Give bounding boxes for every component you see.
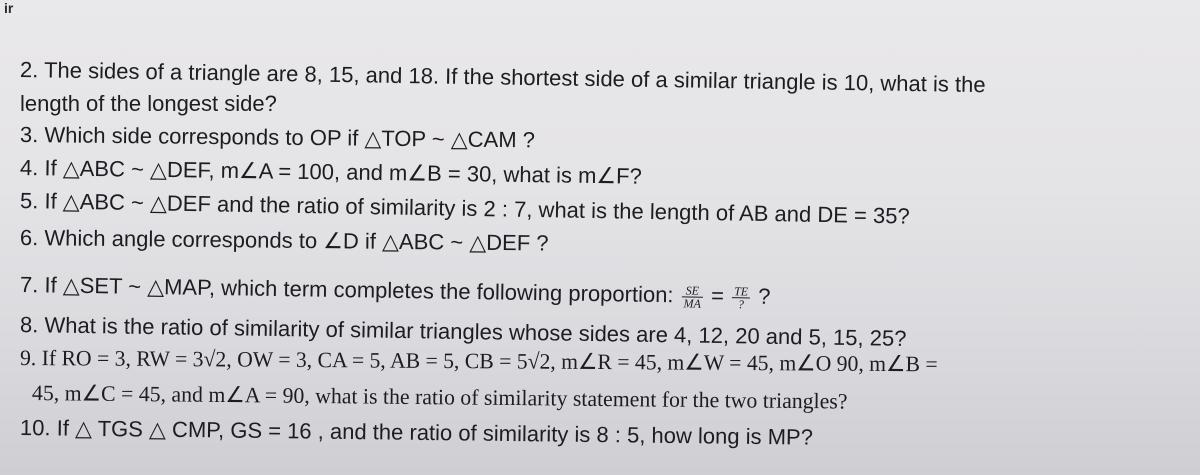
fraction-1-numerator: SE bbox=[682, 284, 704, 297]
question-7 bbox=[20, 273, 771, 310]
corner-label: ir bbox=[4, 0, 14, 16]
question-10: 10. If △ TGS △ CMP, GS = 16 , and the ratio of similarity is 8 : 5, how long is MP? bbox=[19, 415, 814, 450]
proportion-fraction-2 bbox=[732, 285, 750, 310]
question-4: 4. If △ABC ~ △DEF, m∠A = 100, and m∠B = 30, what is m∠F? bbox=[19, 155, 642, 189]
question-9-line-2: 45, m∠C = 45, and m∠A = 90, what is the ratio of similarity statement for the two triangles? bbox=[31, 380, 848, 414]
question-3: 3. Which side corresponds to OP if △TOP ~ △CAM ? bbox=[19, 122, 536, 153]
proportion-fraction-1 bbox=[681, 284, 703, 309]
fraction-2-denominator: ? bbox=[737, 296, 745, 312]
question-2-line-2: length of the longest side? bbox=[20, 91, 277, 116]
question-9-line-1: 9. If RO = 3, RW = 3√2, OW = 3, CA = 5, AB = 5, CB = 5√2, m∠R = 45, m∠W = 45, m∠O 90, m∠B = bbox=[19, 345, 938, 377]
question-2-line-1: 2. The sides of a triangle are 8, 15, and 18. If the shortest side of a similar triangle is 10, what is the bbox=[19, 57, 986, 98]
question-7-text: 7. If △SET ~ △MAP, which term completes the following proportion: bbox=[19, 272, 674, 308]
fraction-2-numerator: TE bbox=[734, 283, 749, 299]
fraction-1-denominator: MA bbox=[683, 296, 701, 311]
question-6: 6. Which angle corresponds to ∠D if △ABC ~ △DEF ? bbox=[19, 225, 549, 256]
question-8: 8. What is the ratio of similarity of similar triangles whose sides are 4, 12, 20 and 5, 15, 25? bbox=[19, 312, 907, 351]
question-5: 5. If △ABC ~ △DEF and the ratio of similarity is 2 : 7, what is the length of AB and DE = 35? bbox=[19, 188, 910, 229]
proportion-equals: = bbox=[710, 282, 725, 309]
question-7-end: ? bbox=[758, 283, 771, 309]
